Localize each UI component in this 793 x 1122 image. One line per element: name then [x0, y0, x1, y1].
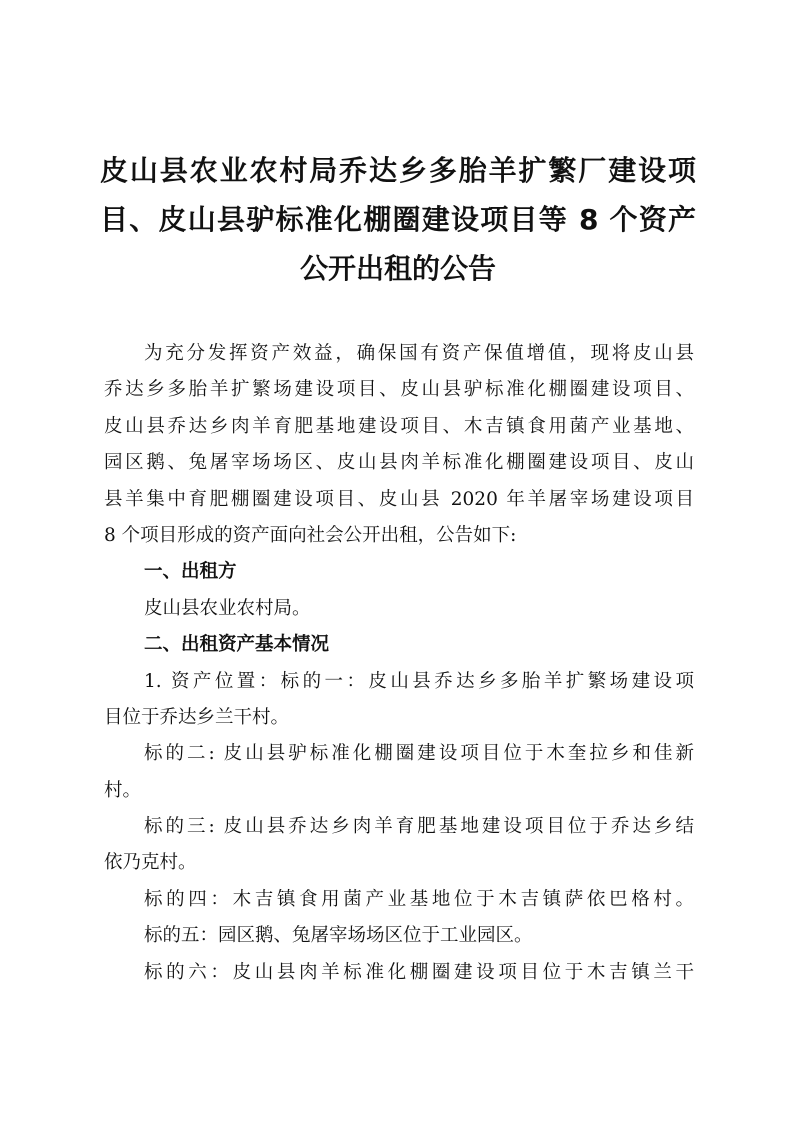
- document-body: [104, 336, 694, 991]
- paragraph-intro-line: 8 个项目形成的资产面向社会公开出租，公告如下:: [104, 524, 517, 546]
- paragraph-target-3-line: 依乃克村。: [104, 852, 197, 874]
- section-heading-assets: 二、出租资产基本情况: [144, 634, 330, 656]
- paragraph-intro-line: 乔达乡多胎羊扩繁场建设项目、皮山县驴标准化棚圈建设项目、: [104, 379, 694, 401]
- paragraph-target-4: 标的四：木吉镇食用菌产业基地位于木吉镇萨依巴格村。: [144, 888, 694, 910]
- paragraph-intro-line: 园区鹅、兔屠宰场场区、皮山县肉羊标准化棚圈建设项目、皮山: [104, 452, 694, 474]
- paragraph-intro-line: 皮山县乔达乡肉羊育肥基地建设项目、木吉镇食用菌产业基地、: [104, 415, 694, 437]
- title-line-3: 公开出租的公告: [299, 252, 496, 285]
- title-line-2: 目、皮山县驴标准化棚圈建设项目等 8 个资产: [100, 203, 696, 236]
- title-line-1: 皮山县农业农村局乔达乡多胎羊扩繁厂建设项: [100, 154, 696, 187]
- paragraph-asset-location-line: 1. 资产位置：标的一：皮山县乔达乡多胎羊扩繁场建设项: [144, 670, 694, 692]
- paragraph-lessor: 皮山县农业农村局。: [144, 597, 311, 619]
- paragraph-target-2-line: 村。: [104, 779, 142, 801]
- paragraph-target-2-line: 标的二: 皮山县驴标准化棚圈建设项目位于木奎拉乡和佳新: [144, 743, 694, 765]
- paragraph-asset-location-line: 目位于乔达乡兰干村。: [104, 706, 290, 728]
- paragraph-intro-line: 县羊集中育肥棚圈建设项目、皮山县 2020 年羊屠宰场建设项目: [104, 488, 694, 510]
- paragraph-intro-line: 为充分发挥资产效益，确保国有资产保值增值，现将皮山县: [144, 343, 694, 364]
- document-title: [100, 146, 696, 293]
- paragraph-target-6-line: 标的六：皮山县肉羊标准化棚圈建设项目位于木吉镇兰干: [144, 961, 694, 983]
- paragraph-target-5: 标的五：园区鹅、兔屠宰场场区位于工业园区。: [144, 925, 533, 947]
- section-heading-lessor: 一、出租方: [144, 561, 237, 583]
- paragraph-target-3-line: 标的三: 皮山县乔达乡肉羊育肥基地建设项目位于乔达乡结: [144, 816, 694, 838]
